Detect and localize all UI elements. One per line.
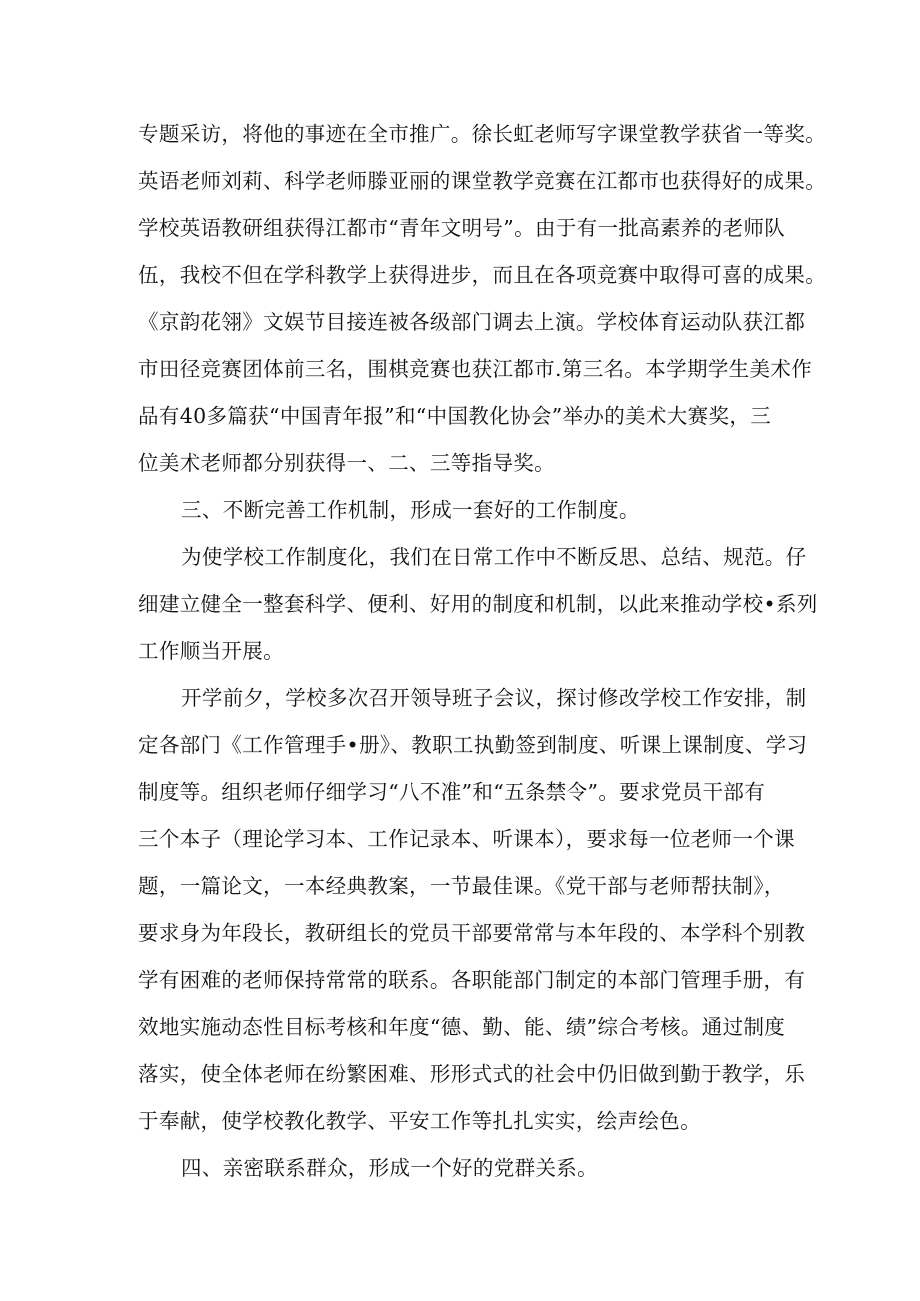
text-line: 英语老师刘莉、科学老师滕亚丽的课堂教学竞赛在江都市也获得好的成果。	[138, 169, 827, 193]
text-line: 细建立健全一整套科学、便利、好用的制度和机制，以此来推动学校•系列	[138, 592, 818, 616]
text-line: 效地实施动态性目标考核和年度“德、勤、能、绩”综合考核。通过制度	[138, 1015, 786, 1039]
text-line: 于奉献，使学校教化教学、平安工作等扎扎实实，绘声绘色。	[138, 1109, 701, 1133]
text-line: 伍，我校不但在学科教学上获得进步，而且在各项竞赛中取得可喜的成果。	[138, 263, 827, 287]
text-line: 要求身为年段长，教研组长的党员干部要常常与本年段的、本学科个别教	[138, 921, 806, 945]
text-line: 定各部门《工作管理手•册》、教职工执勤签到制度、听课上课制度、学习	[138, 733, 808, 757]
text-line: 市田径竞赛团体前三名，围棋竞赛也获江都市.第三名。本学期学生美术作	[138, 357, 813, 381]
text-line: 位美术老师都分别获得一、二、三等指导奖。	[138, 451, 555, 475]
text-line: 落实，使全体老师在纷繁困难、形形式式的社会中仍旧做到勤于教学，乐	[138, 1062, 806, 1086]
text-line: 学有困难的老师保持常常的联系。各职能部门制定的本部门管理手册，有	[138, 968, 806, 992]
section-heading-3: 三、不断完善工作机制，形成一套好的工作制度。	[181, 498, 640, 522]
section-heading-4: 四、亲密联系群众，形成一个好的党群关系。	[181, 1156, 598, 1180]
text-line: 学校英语教研组获得江都市“青年文明号”。由于有一批高素养的老师队	[138, 216, 786, 240]
text-line: 制度等。组织老师仔细学习“八不准”和“五条禁令”。要求党员干部有	[138, 780, 766, 804]
text-line: 三个本子（理论学习本、工作记录本、听课本），要求每一位老师一个课	[138, 827, 795, 851]
text-line: 为使学校工作制度化，我们在日常工作中不断反思、总结、规范。仔	[181, 545, 807, 569]
text-line: 专题采访，将他的事迹在全市推广。徐长虹老师写字课堂教学获省一等奖。	[138, 122, 827, 146]
text-line: 工作顺当开展。	[138, 639, 284, 663]
text-line: 题，一篇论文，一本经典教案，一节最佳课。《党干部与老师帮扶制》，	[138, 874, 785, 898]
text-line: 《京韵花翎》文娱节目接连被各级部门调去上演。学校体育运动队获江都	[138, 310, 806, 334]
text-line: 开学前夕，学校多次召开领导班子会议，探讨修改学校工作安排，制	[181, 686, 807, 710]
text-line: 品有40多篇获“中国青年报”和“中国教化协会”举办的美术大赛奖，三	[138, 404, 772, 428]
